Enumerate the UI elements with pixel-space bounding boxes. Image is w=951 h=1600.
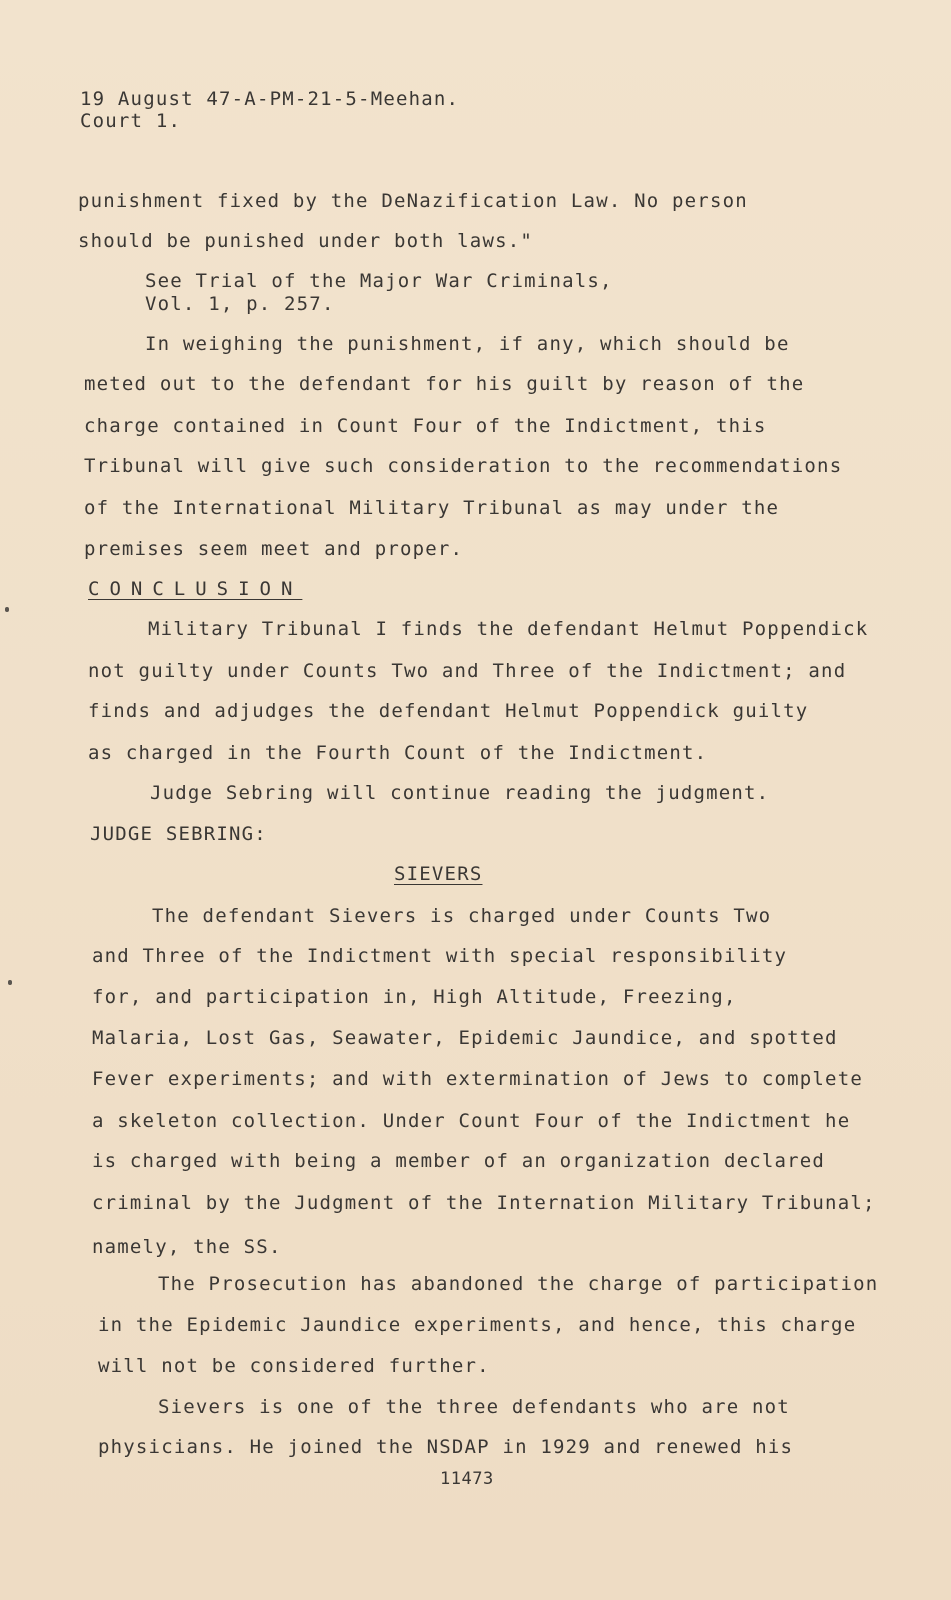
text-line: Military Tribunal I finds the defendant Helmut Poppendick <box>148 618 869 640</box>
text-line: in the Epidemic Jaundice experiments, and hence, this charge <box>98 1314 857 1336</box>
text-line: namely, the SS. <box>92 1236 282 1258</box>
text-line: In weighing the punishment, if any, which should be <box>145 333 790 355</box>
text-line: a skeleton collection. Under Count Four of the Indictment he <box>92 1110 851 1132</box>
text-line: not guilty under Counts Two and Three of the Indictment; and <box>88 660 847 682</box>
text-line: Sievers is one of the three defendants who are not <box>158 1396 790 1418</box>
header-line-2: Court 1. <box>80 110 182 132</box>
citation-line-2: Vol. 1, p. 257. <box>145 293 335 315</box>
text-line: Fever experiments; and with extermination of Jews to complete <box>92 1068 863 1090</box>
text-line: of the International Military Tribunal as may under the <box>84 497 780 519</box>
text-line: is charged with being a member of an organization declared <box>92 1150 826 1172</box>
sievers-heading: SIEVERS <box>394 863 483 885</box>
page-number: 11473 <box>440 1469 494 1489</box>
speaker-label: JUDGE SEBRING: <box>90 823 267 845</box>
citation-line-1: See Trial of the Major War Criminals, <box>145 270 613 292</box>
text-line: as charged in the Fourth Count of the Indictment. <box>88 742 708 764</box>
text-line: finds and adjudges the defendant Helmut Poppendick guilty <box>88 700 809 722</box>
conclusion-heading: CONCLUSION <box>88 578 303 600</box>
text-line: Judge Sebring will continue reading the judgment. <box>150 782 770 804</box>
text-line: The Prosecution has abandoned the charge of participation <box>158 1273 879 1295</box>
text-line: criminal by the Judgment of the Internation Military Tribunal; <box>92 1192 876 1214</box>
header-line-1: 19 August 47-A-PM-21-5-Meehan. <box>80 88 460 110</box>
margin-mark <box>5 607 9 612</box>
text-line: should be punished under both laws." <box>78 230 534 252</box>
text-line: for, and participation in, High Altitude, Freezing, <box>92 986 737 1008</box>
text-line: will not be considered further. <box>98 1355 490 1377</box>
text-line: The defendant Sievers is charged under Counts Two <box>152 905 772 927</box>
text-line: meted out to the defendant for his guilt by reason of the <box>84 373 805 395</box>
text-line: charge contained in Count Four of the Indictment, this <box>84 415 767 437</box>
margin-mark <box>8 980 12 985</box>
text-line: Malaria, Lost Gas, Seawater, Epidemic Jaundice, and spotted <box>92 1027 838 1049</box>
text-line: punishment fixed by the DeNazification Law. No person <box>78 190 748 212</box>
text-line: physicians. He joined the NSDAP in 1929 and renewed his <box>98 1436 794 1458</box>
text-line: and Three of the Indictment with special responsibility <box>92 945 788 967</box>
text-line: Tribunal will give such consideration to the recommendations <box>84 455 843 477</box>
text-line: premises seem meet and proper. <box>84 538 464 560</box>
